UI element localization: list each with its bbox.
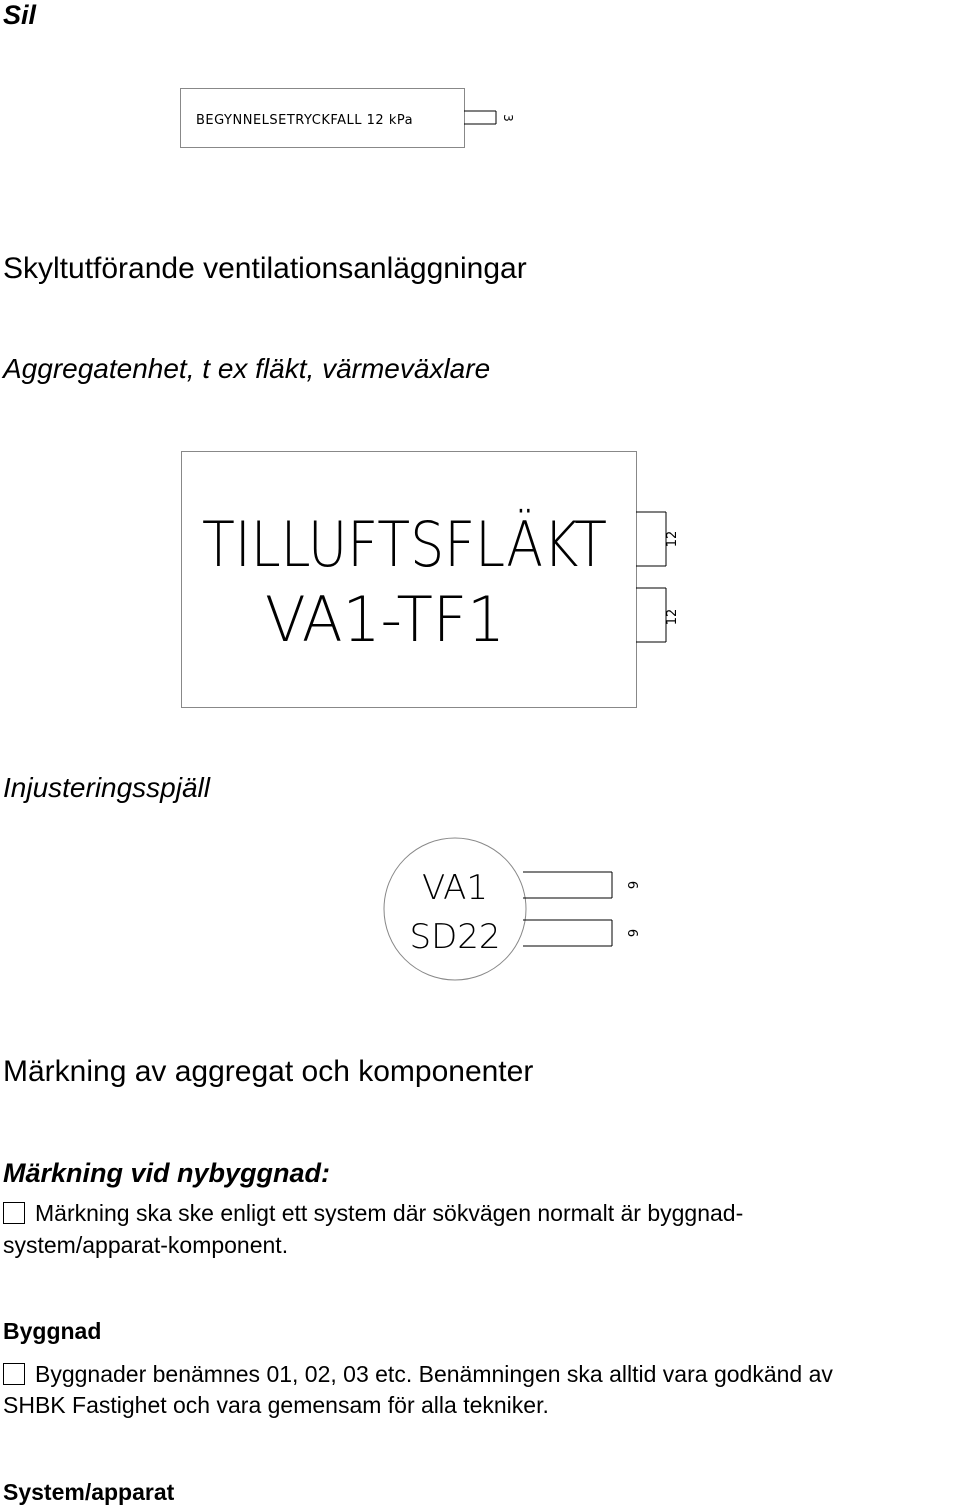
bullet-2-line2-text: SHBK Fastighet och vara gemensam för alla tekniker. [3, 1392, 549, 1418]
aggregate-sign-line2: VA1-TF1 [265, 583, 505, 656]
aggregate-heading: Aggregatenhet, t ex fläkt, värmeväxlare [3, 353, 491, 384]
aggregate-dim1-label: 12 [665, 530, 680, 548]
filter-dim-label: 3 [501, 114, 515, 122]
bullet-1-line2-text: system/apparat-komponent. [3, 1232, 289, 1258]
damper-sign-line1: VA1 [422, 868, 488, 908]
system-heading: System/apparat [3, 1479, 175, 1505]
bullet-2-line1: Byggnader benämnes 01, 02, 03 etc. Benämningen ska alltid vara godkänd av [35, 1361, 833, 1387]
filter-sign-drawing [170, 80, 530, 160]
checkbox-icon [3, 1202, 25, 1224]
checkbox-icon [3, 1363, 25, 1385]
aggregate-sign-line1: TILLUFTSFLÄKT [202, 508, 607, 581]
marking-heading: Märkning av aggregat och komponenter [3, 1055, 534, 1088]
damper-sign-circle [384, 838, 526, 980]
bullet-2 [3, 1361, 833, 1388]
building-heading: Byggnad [3, 1318, 102, 1344]
sil-heading: Sil [3, 0, 37, 30]
damper-sign-drawing [380, 830, 650, 990]
sign-title: Skyltutförande ventilationsanläggningar [3, 252, 527, 285]
damper-heading: Injusteringsspjäll [3, 772, 210, 803]
aggregate-dim2-label: 12 [665, 608, 680, 626]
aggregate-sign-drawing [170, 440, 700, 720]
damper-sign-line2: SD22 [409, 917, 501, 957]
bullet-1 [3, 1200, 743, 1227]
bullet-1-line1: Märkning ska ske enligt ett system där sökvägen normalt är byggnad- [35, 1200, 744, 1226]
damper-dim2-label: 6 [624, 928, 639, 938]
damper-dim1-label: 6 [624, 880, 639, 890]
filter-sign-label: BEGYNNELSETRYCKFALL 12 kPa [196, 113, 414, 128]
new-build-heading: Märkning vid nybyggnad: [3, 1158, 331, 1188]
